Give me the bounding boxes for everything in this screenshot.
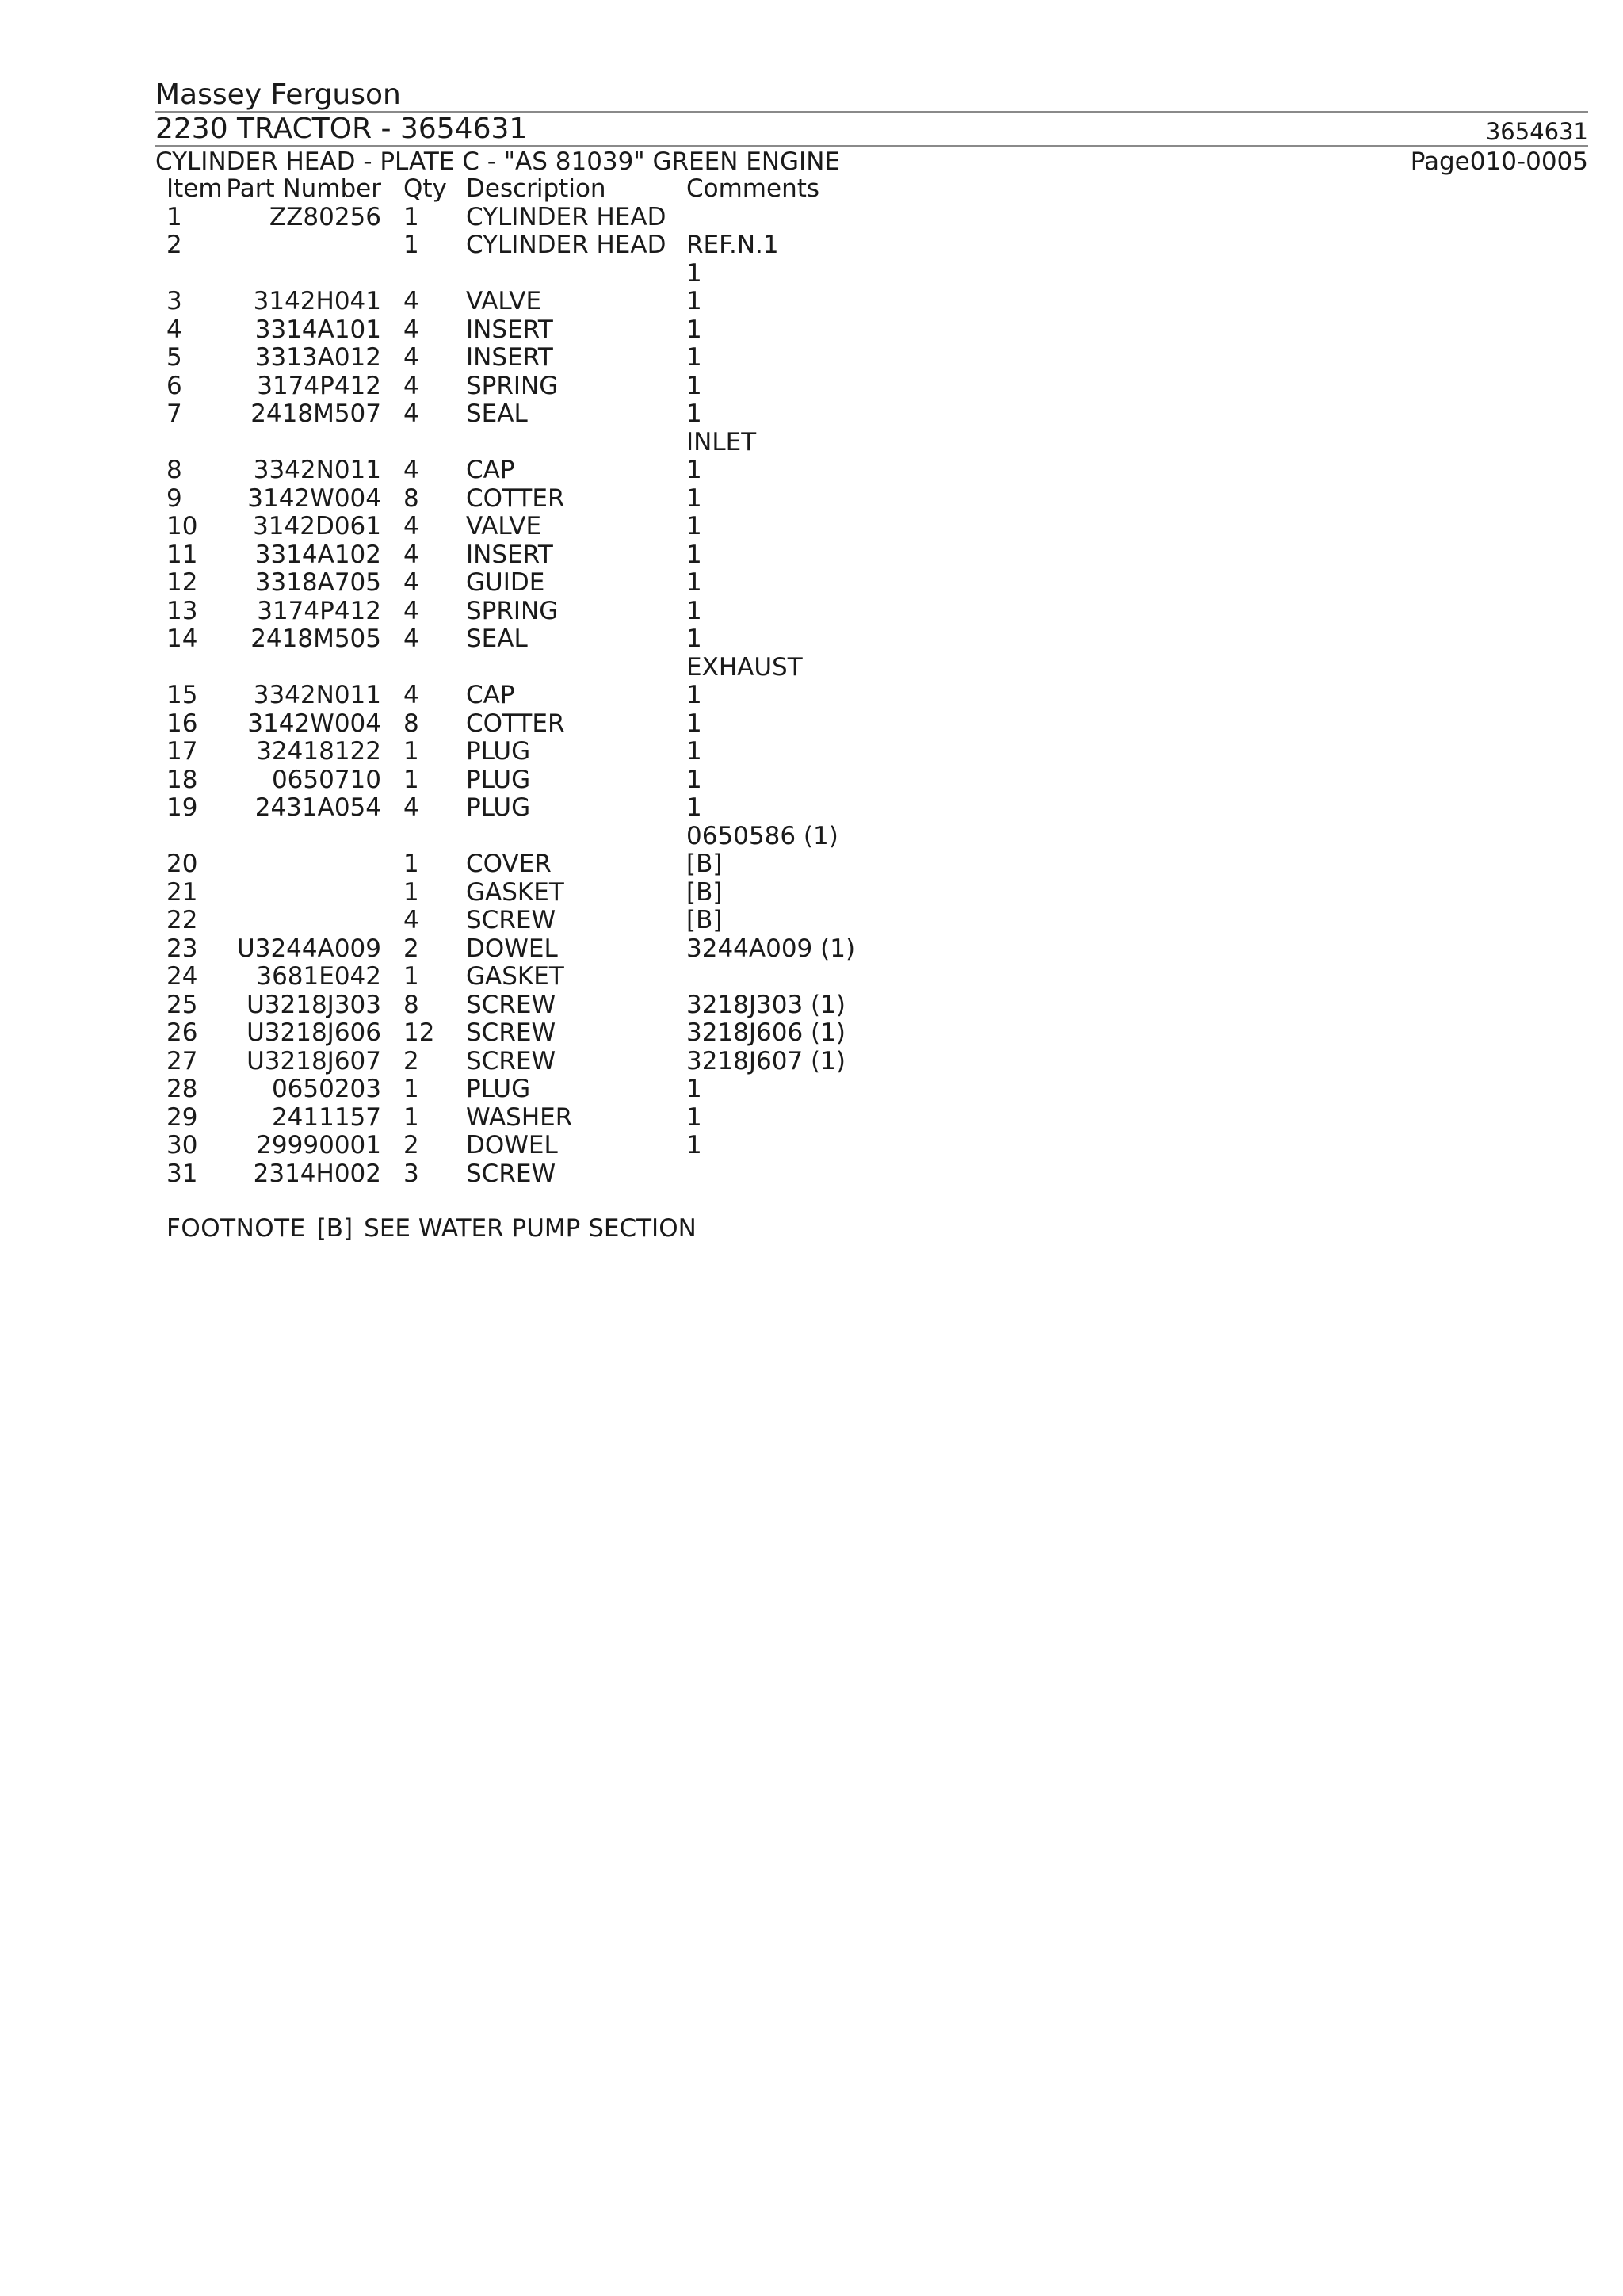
cell-description: PLUG [466, 765, 531, 794]
cell-qty: 4 [403, 456, 419, 484]
cell-qty: 4 [403, 625, 419, 653]
cell-qty: 4 [403, 343, 419, 372]
cell-part-number: 2411157 [271, 1102, 381, 1132]
cell-part-number: U3218J606 [246, 1018, 381, 1047]
cell-item: 5 [166, 343, 182, 372]
cell-part-number: 3313A012 [254, 343, 381, 372]
column-header-item: Item [166, 174, 223, 203]
cell-item: 19 [166, 793, 198, 822]
cell-item: 17 [166, 737, 198, 766]
table-row [0, 598, 872, 626]
cell-comments: EXHAUST [686, 652, 803, 682]
table-row [0, 429, 872, 457]
cell-comments: 0650586 (1) [686, 821, 838, 850]
cell-comments: 3218J303 (1) [686, 990, 846, 1019]
cell-qty: 3 [403, 1159, 419, 1188]
cell-part-number: U3218J303 [246, 990, 381, 1019]
table-row [0, 204, 872, 232]
table-row [0, 1019, 872, 1048]
table-row [0, 288, 872, 316]
cell-description: COVER [466, 850, 552, 878]
table-row [0, 231, 872, 260]
cell-description: GUIDE [466, 568, 545, 597]
cell-description: DOWEL [466, 1131, 558, 1159]
cell-qty: 4 [403, 681, 419, 709]
footnote [166, 1213, 697, 1244]
cell-qty: 1 [403, 765, 419, 794]
cell-item: 23 [166, 934, 198, 963]
section-title: CYLINDER HEAD - PLATE C - "AS 81039" GREEN ENGINE [155, 147, 840, 176]
cell-part-number: 3142D061 [253, 512, 381, 541]
cell-item: 2 [166, 231, 182, 259]
cell-item: 27 [166, 1046, 198, 1075]
page-reference: Page010-0005 [1410, 147, 1588, 176]
column-header-description: Description [466, 174, 606, 203]
cell-qty: 1 [403, 877, 419, 907]
table-row [0, 485, 872, 514]
cell-comments: 1 [686, 1131, 702, 1159]
cell-qty: 4 [403, 371, 419, 400]
table-row [0, 316, 872, 345]
cell-part-number: 2418M507 [250, 399, 381, 428]
cell-item: 4 [166, 315, 182, 344]
cell-qty: 4 [403, 315, 419, 344]
column-header-qty: Qty [403, 174, 447, 203]
cell-comments: 1 [686, 568, 702, 597]
cell-description: GASKET [466, 877, 564, 907]
cell-part-number: 3318A705 [254, 568, 381, 597]
cell-comments: 1 [686, 399, 702, 428]
brand-name: Massey Ferguson [155, 78, 401, 111]
cell-description: INSERT [466, 540, 553, 569]
cell-qty: 4 [403, 287, 419, 315]
cell-part-number: 2314H002 [253, 1159, 381, 1188]
cell-part-number: 3342N011 [253, 681, 381, 709]
cell-item: 20 [166, 850, 198, 878]
cell-comments: [B] [686, 877, 723, 907]
cell-item: 9 [166, 483, 182, 513]
cell-description: INSERT [466, 315, 553, 344]
cell-description: CAP [466, 456, 515, 484]
cell-part-number: 3142W004 [247, 709, 381, 738]
cell-description: SCREW [466, 1046, 556, 1075]
cell-qty: 4 [403, 596, 419, 625]
cell-qty: 4 [403, 512, 419, 541]
cell-comments: 1 [686, 258, 702, 288]
cell-comments: 1 [686, 737, 702, 766]
cell-item: 8 [166, 456, 182, 484]
cell-description: PLUG [466, 1075, 531, 1103]
cell-part-number: 3142H041 [253, 287, 381, 315]
cell-comments: 1 [686, 1075, 702, 1103]
cell-item: 31 [166, 1159, 198, 1188]
cell-comments: 1 [686, 512, 702, 541]
cell-part-number: 0650710 [271, 765, 381, 794]
cell-description: COTTER [466, 483, 565, 513]
table-row [0, 457, 872, 485]
cell-qty: 4 [403, 793, 419, 822]
cell-item: 25 [166, 990, 198, 1019]
cell-part-number: 0650203 [271, 1075, 381, 1103]
cell-part-number: 3174P412 [257, 596, 381, 625]
cell-comments: 1 [686, 625, 702, 653]
cell-qty: 12 [403, 1018, 435, 1047]
table-row [0, 850, 872, 879]
cell-description: WASHER [466, 1102, 573, 1132]
cell-part-number: 2418M505 [250, 625, 381, 653]
column-header-comments: Comments [686, 174, 820, 203]
cell-part-number: 3342N011 [253, 456, 381, 484]
table-row [0, 907, 872, 935]
table-row [0, 963, 872, 991]
cell-comments: 1 [686, 765, 702, 794]
cell-description: COTTER [466, 709, 565, 738]
cell-item: 18 [166, 765, 198, 794]
table-row [0, 1104, 872, 1133]
cell-item: 26 [166, 1018, 198, 1047]
cell-item: 6 [166, 371, 182, 400]
cell-part-number: ZZ80256 [269, 202, 381, 231]
table-row [0, 400, 872, 429]
table-row [0, 541, 872, 570]
table-row [0, 682, 872, 710]
cell-qty: 4 [403, 540, 419, 569]
column-header-part-number: Part Number [226, 174, 381, 203]
cell-part-number: 2431A054 [254, 793, 381, 822]
cell-qty: 8 [403, 483, 419, 513]
cell-part-number: 3142W004 [247, 483, 381, 513]
table-row [0, 1075, 872, 1104]
cell-part-number: 3314A101 [254, 315, 381, 344]
cell-comments: [B] [686, 906, 723, 934]
cell-item: 28 [166, 1075, 198, 1103]
cell-qty: 1 [403, 231, 419, 259]
table-body [0, 204, 872, 1189]
cell-item: 1 [166, 202, 182, 231]
cell-description: SCREW [466, 990, 556, 1019]
cell-comments: 1 [686, 681, 702, 709]
cell-comments: 1 [686, 371, 702, 400]
cell-comments: 1 [686, 540, 702, 569]
cell-qty: 4 [403, 906, 419, 934]
cell-part-number: U3218J607 [246, 1046, 381, 1075]
cell-item: 30 [166, 1131, 198, 1159]
cell-comments: 3218J607 (1) [686, 1046, 846, 1075]
cell-description: SEAL [466, 625, 528, 653]
cell-description: SCREW [466, 1159, 556, 1188]
cell-qty: 4 [403, 568, 419, 597]
cell-description: PLUG [466, 793, 531, 822]
cell-comments: 1 [686, 456, 702, 484]
cell-item: 14 [166, 625, 198, 653]
cell-description: SEAL [466, 399, 528, 428]
table-row [0, 1048, 872, 1076]
table-row [0, 625, 872, 654]
cell-comments: 3244A009 (1) [686, 934, 856, 963]
cell-qty: 4 [403, 399, 419, 428]
cell-comments: 1 [686, 793, 702, 822]
cell-description: SPRING [466, 371, 559, 400]
cell-part-number: U3244A009 [237, 934, 381, 963]
footnote-code: [B] [316, 1214, 353, 1243]
cell-part-number: 29990001 [256, 1131, 381, 1159]
table-row [0, 344, 872, 372]
cell-item: 22 [166, 906, 198, 934]
table-row [0, 372, 872, 401]
cell-description: SCREW [466, 906, 556, 934]
cell-description: CYLINDER HEAD [466, 202, 666, 231]
cell-qty: 1 [403, 962, 419, 991]
cell-description: PLUG [466, 737, 531, 766]
table-row [0, 738, 872, 766]
cell-description: VALVE [466, 287, 542, 315]
cell-item: 15 [166, 681, 198, 709]
cell-comments: 1 [686, 709, 702, 738]
cell-comments: 1 [686, 596, 702, 625]
cell-item: 12 [166, 568, 198, 597]
cell-item: 10 [166, 512, 198, 541]
cell-comments: 1 [686, 343, 702, 372]
cell-qty: 8 [403, 990, 419, 1019]
cell-item: 13 [166, 596, 198, 625]
footnote-text: SEE WATER PUMP SECTION [364, 1214, 697, 1243]
table-row [0, 766, 872, 795]
cell-item: 21 [166, 877, 198, 907]
cell-part-number: 32418122 [256, 737, 381, 766]
cell-comments: 1 [686, 1102, 702, 1132]
cell-item: 16 [166, 709, 198, 738]
cell-comments: 1 [686, 483, 702, 513]
cell-comments: REF.N.1 [686, 231, 779, 259]
footnote-label: FOOTNOTE [166, 1214, 306, 1243]
cell-description: SCREW [466, 1018, 556, 1047]
table-row [0, 710, 872, 739]
cell-qty: 1 [403, 850, 419, 878]
cell-comments: [B] [686, 850, 723, 878]
cell-item: 29 [166, 1102, 198, 1132]
cell-comments: 3218J606 (1) [686, 1018, 846, 1047]
table-row [0, 569, 872, 598]
cell-part-number: 3314A102 [254, 540, 381, 569]
cell-description: SPRING [466, 596, 559, 625]
cell-item: 7 [166, 399, 182, 428]
cell-qty: 2 [403, 1046, 419, 1075]
cell-comments: 1 [686, 315, 702, 344]
cell-item: 24 [166, 962, 198, 991]
table-row [0, 654, 872, 682]
cell-qty: 2 [403, 1131, 419, 1159]
table-row [0, 935, 872, 964]
cell-description: CAP [466, 681, 515, 709]
table-row [0, 794, 872, 823]
cell-description: INSERT [466, 343, 553, 372]
cell-qty: 1 [403, 737, 419, 766]
model-title: 2230 TRACTOR - 3654631 [155, 113, 528, 145]
parts-table [0, 175, 872, 1188]
table-row [0, 1132, 872, 1160]
cell-description: CYLINDER HEAD [466, 231, 666, 259]
cell-qty: 1 [403, 1075, 419, 1103]
cell-part-number: 3174P412 [257, 371, 381, 400]
cell-qty: 8 [403, 709, 419, 738]
cell-part-number: 3681E042 [256, 962, 381, 991]
table-row [0, 879, 872, 907]
cell-item: 11 [166, 540, 198, 569]
model-code: 3654631 [1485, 118, 1588, 145]
table-row [0, 1160, 872, 1189]
cell-qty: 1 [403, 1102, 419, 1132]
cell-item: 3 [166, 287, 182, 315]
cell-description: VALVE [466, 512, 542, 541]
table-row [0, 513, 872, 541]
cell-description: GASKET [466, 962, 564, 991]
cell-qty: 2 [403, 934, 419, 963]
cell-comments: 1 [686, 287, 702, 315]
table-header-row [0, 175, 872, 204]
table-row [0, 823, 872, 851]
table-row [0, 260, 872, 288]
table-row [0, 991, 872, 1020]
cell-qty: 1 [403, 202, 419, 231]
cell-description: DOWEL [466, 934, 558, 963]
cell-comments: INLET [686, 427, 757, 457]
